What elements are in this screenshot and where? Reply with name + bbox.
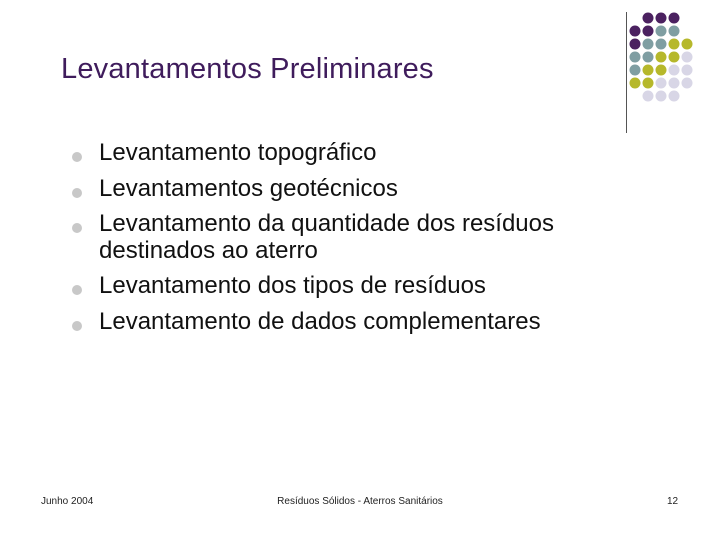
bullet-item (72, 140, 632, 167)
decorative-dot (669, 65, 680, 76)
bullet-icon (72, 223, 82, 233)
decorative-dot (656, 78, 667, 89)
bullet-item (72, 309, 632, 336)
decorative-dot (669, 91, 680, 102)
decorative-dot (656, 26, 667, 37)
decorative-dot (669, 26, 680, 37)
decorative-dot (682, 39, 693, 50)
decorative-dot (656, 91, 667, 102)
footer-title: Resíduos Sólidos - Aterros Sanitários (277, 496, 443, 507)
bullet-item (72, 176, 632, 203)
bullet-icon (72, 321, 82, 331)
footer-page-number: 12 (667, 496, 679, 507)
decorative-dot (669, 13, 680, 24)
footer-date: Junho 2004 (41, 496, 94, 507)
decorative-dot (643, 39, 654, 50)
decorative-dot (643, 26, 654, 37)
decorative-dot (643, 13, 654, 24)
bullet-item (72, 273, 632, 300)
decorative-dot (630, 52, 641, 63)
bullet-text: Levantamentos geotécnicos (99, 174, 398, 202)
decorative-dot (682, 65, 693, 76)
decorative-dot (682, 52, 693, 63)
decorative-dot (643, 52, 654, 63)
decorative-dot (669, 52, 680, 63)
decorative-dot (656, 39, 667, 50)
decorative-dot (630, 65, 641, 76)
decorative-dot (656, 13, 667, 24)
bullet-text: Levantamento de dados complementares (99, 307, 541, 335)
bullet-list (72, 140, 632, 344)
decorative-dot (656, 65, 667, 76)
bullet-text: Levantamento da quantidade dos resíduos destinados ao aterro (99, 210, 555, 264)
bullet-text: Levantamento topográfico (99, 139, 377, 166)
bullet-item (72, 211, 632, 264)
decorative-dot (643, 65, 654, 76)
bullet-icon (72, 152, 82, 162)
decorative-dot (643, 78, 654, 89)
decorative-dot (669, 39, 680, 50)
bullet-text: Levantamento dos tipos de resíduos (99, 272, 486, 299)
decorative-dot (643, 91, 654, 102)
bullet-icon (72, 285, 82, 295)
decorative-dot (682, 78, 693, 89)
slide-title: Levantamentos Preliminares (61, 53, 434, 85)
bullet-icon (72, 188, 82, 198)
decorative-dot (630, 39, 641, 50)
decorative-dot (630, 78, 641, 89)
decorative-dot (669, 78, 680, 89)
decorative-dot (656, 52, 667, 63)
decorative-dot (630, 26, 641, 37)
